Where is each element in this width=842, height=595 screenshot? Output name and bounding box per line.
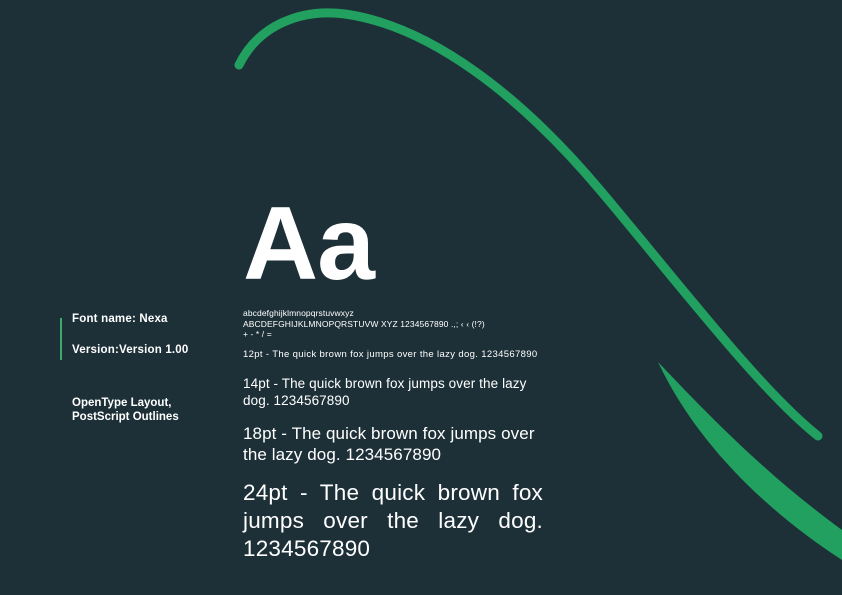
sample-text-24pt: 24pt - The quick brown fox jumps over the lazy dog. 1234567890	[243, 480, 543, 561]
sample-text-14pt: 14pt - The quick brown fox jumps over the lazy dog. 1234567890	[243, 376, 527, 408]
glyph-set	[243, 308, 573, 340]
font-info-column	[60, 312, 235, 424]
sample-text-12pt: 12pt - The quick brown fox jumps over the lazy dog. 1234567890	[243, 348, 538, 360]
specimen-column	[243, 186, 573, 563]
accent-bar	[60, 318, 62, 360]
display-sample-aa: Aa	[243, 186, 374, 302]
sample-text-18pt: 18pt - The quick brown fox jumps over the lazy dog. 1234567890	[243, 424, 535, 464]
font-feature-opentype: OpenType Layout,	[72, 397, 172, 409]
glyphs-lowercase: abcdefghijklmnopqrstuvwxyz	[243, 308, 354, 318]
font-features-block	[72, 396, 235, 424]
glyphs-symbols: + - * / =	[243, 329, 272, 339]
glyphs-uppercase: ABCDEFGHIJKLMNOPQRSTUVW XYZ 1234567890 .,; ‹ ‹ (!?)	[243, 318, 485, 329]
font-feature-postscript: PostScript Outlines	[72, 411, 179, 423]
font-version-label: Version:Version 1.00	[72, 344, 189, 356]
font-name-label: Font name: Nexa	[72, 313, 168, 325]
